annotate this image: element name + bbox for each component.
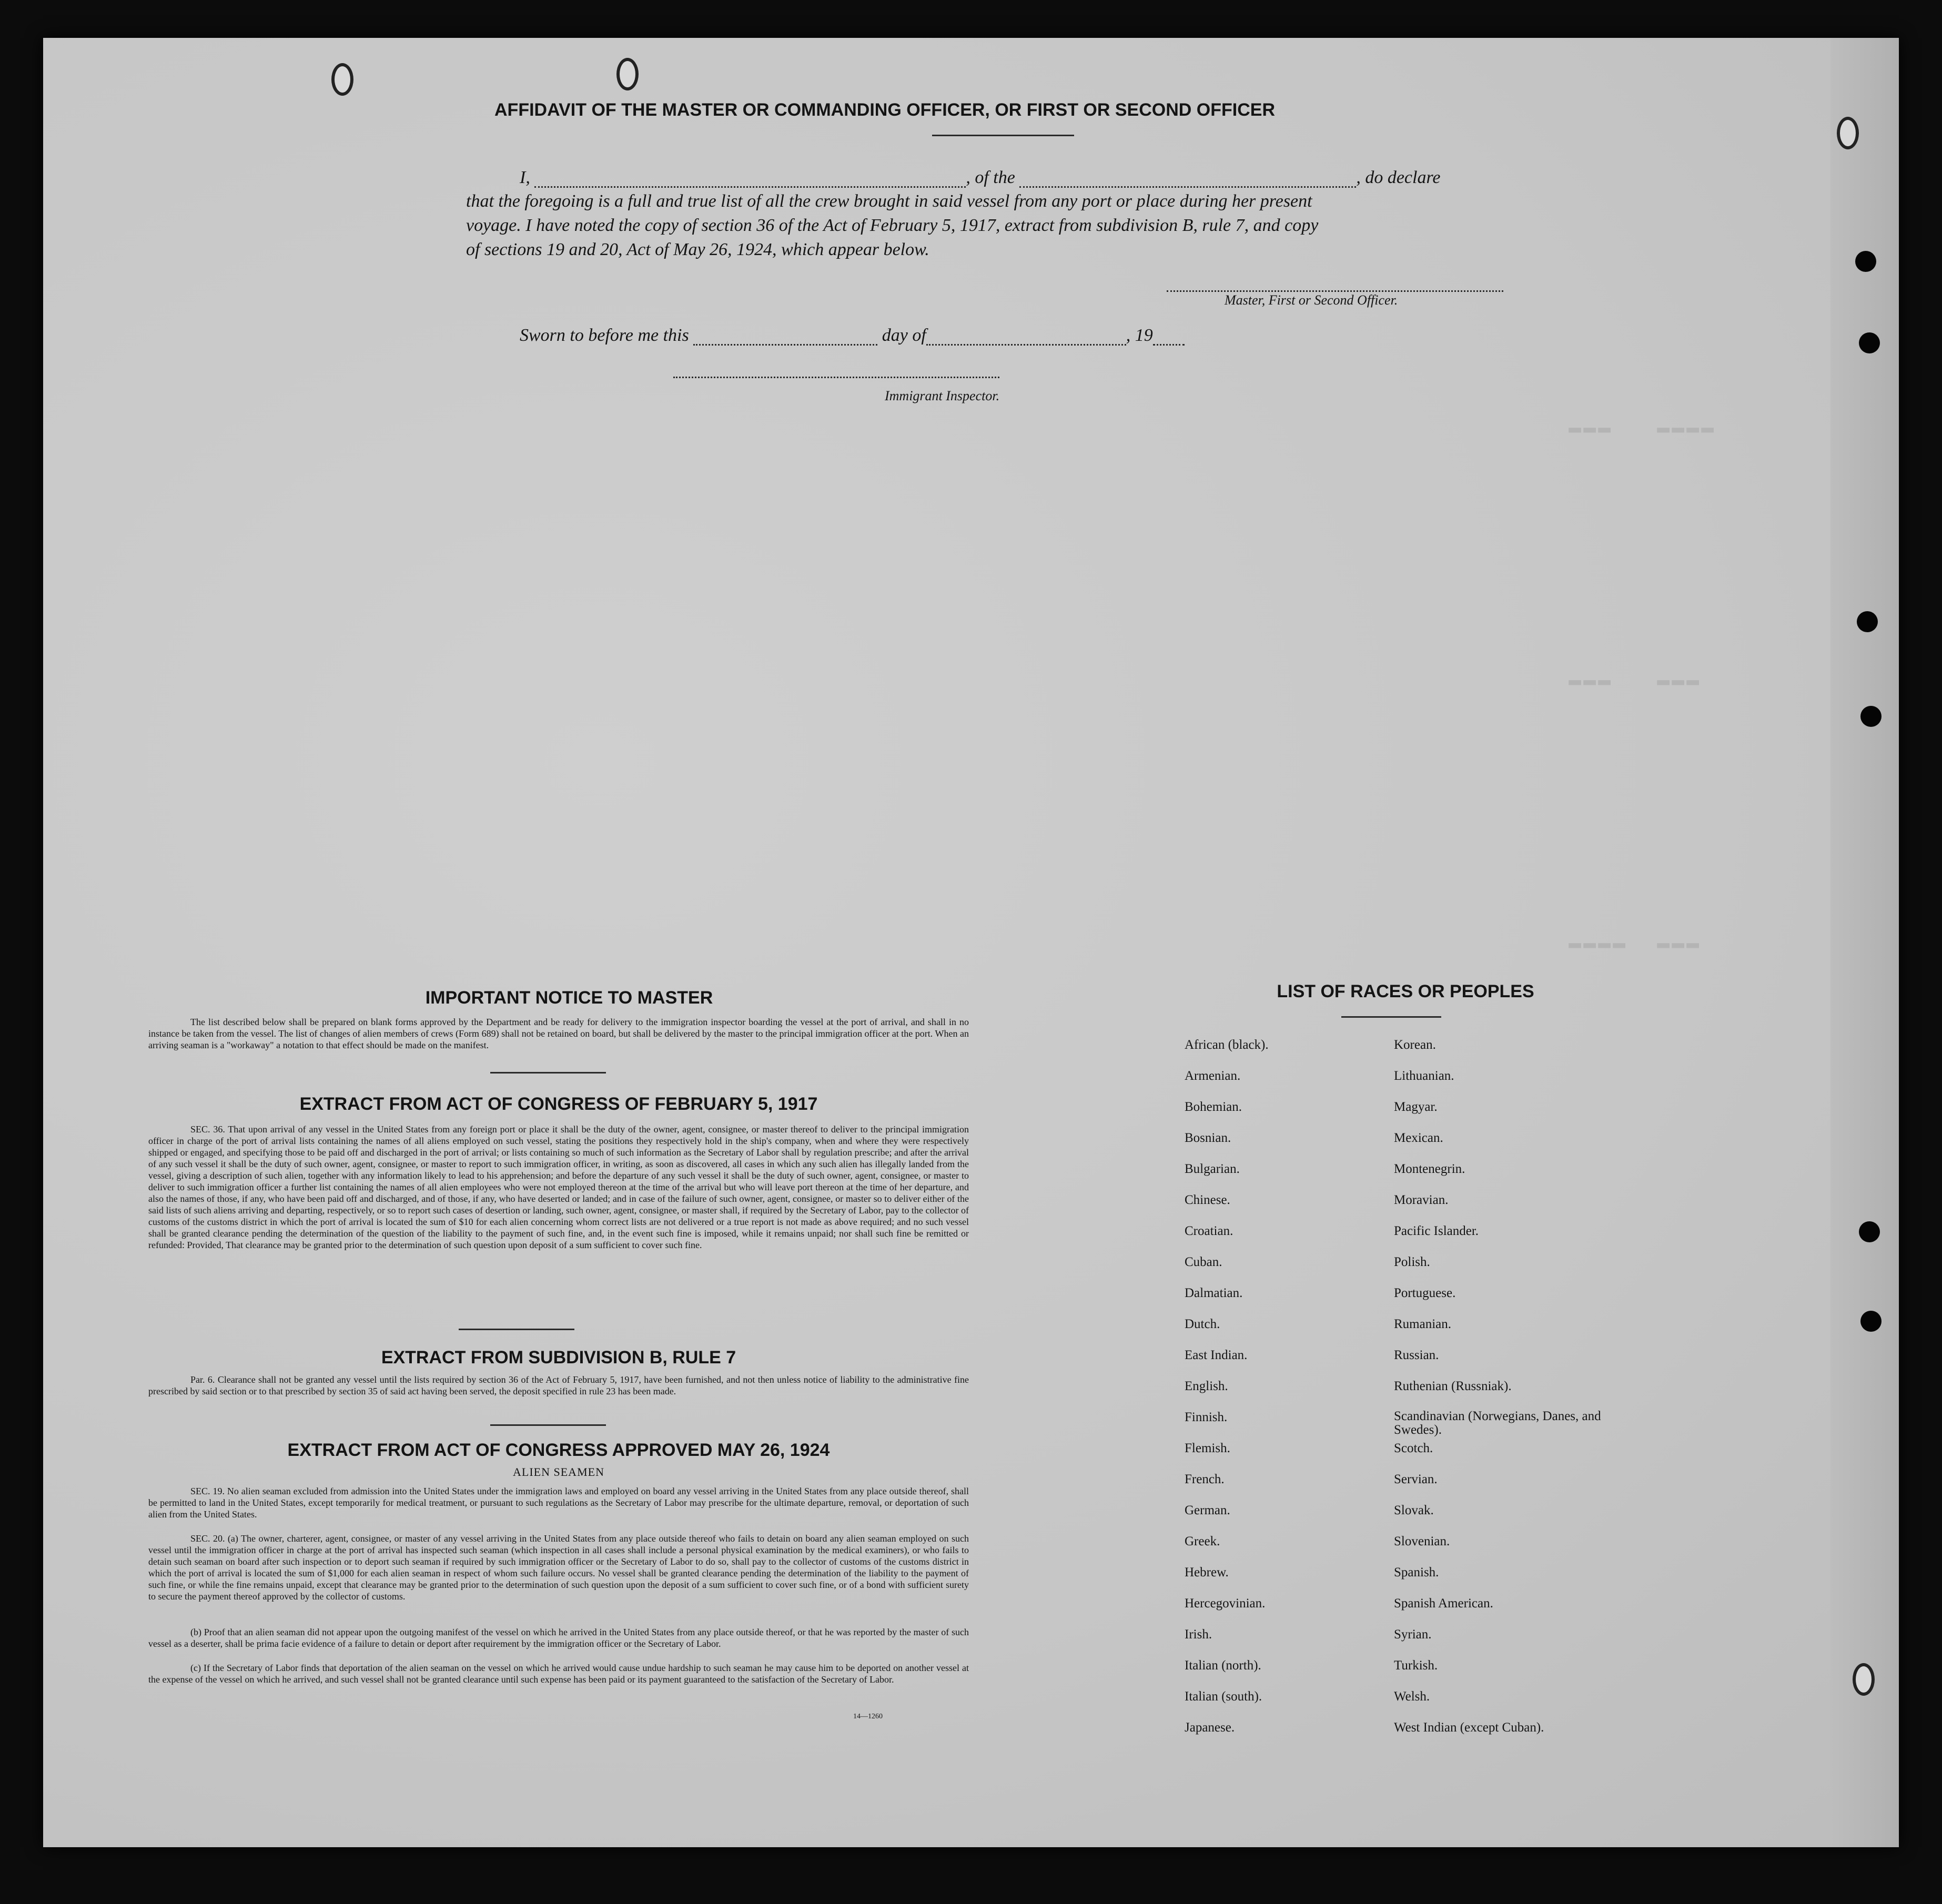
affidavit-title: AFFIDAVIT OF THE MASTER OR COMMANDING OFFICER, OR FIRST OR SECOND OFFICER [494, 100, 1275, 120]
race-item: French. [1185, 1472, 1225, 1486]
extract-rule7-body: Par. 6. Clearance shall not be granted any vessel until the lists required by section 36 of the Act of February 5, 1917, have been furnished, and not then unless notice of liability to the administrative fine prescribed by said section or to that prescribed by section 35 of said act having been served, the deposit specified in rule 23 has been made. [148, 1374, 969, 1396]
race-item: Servian. [1394, 1472, 1438, 1486]
declaration-line-4: of sections 19 and 20, Act of May 26, 1924, which appear below. [466, 240, 929, 259]
sworn-month-field[interactable] [926, 325, 1126, 346]
bleed-through: ▬▬▬ ▬▬▬ [1569, 669, 1702, 693]
section-rule [490, 1072, 606, 1073]
section-rule [459, 1329, 574, 1330]
bleed-through: ▬▬▬ ▬▬▬▬ [1569, 417, 1716, 440]
race-item: Welsh. [1394, 1689, 1430, 1704]
race-item: German. [1185, 1503, 1230, 1517]
binder-hole [616, 58, 639, 90]
race-item: Mexican. [1394, 1131, 1443, 1145]
extract-1917-title: EXTRACT FROM ACT OF CONGRESS OF FEBRUARY 5, 1917 [299, 1094, 818, 1114]
binder-hole [1853, 1663, 1875, 1696]
race-item: Irish. [1185, 1627, 1212, 1642]
bleed-through: ▬▬▬▬ ▬▬▬ [1569, 932, 1702, 956]
extract-1924-subtitle: ALIEN SEAMEN [513, 1465, 604, 1478]
day-of-label: day of [882, 326, 926, 345]
punch-hole [1855, 251, 1876, 272]
punch-hole [1860, 1311, 1882, 1332]
inspector-label: Immigrant Inspector. [885, 388, 1000, 403]
race-item: African (black). [1185, 1038, 1269, 1052]
punch-hole [1857, 611, 1878, 632]
binder-hole [1837, 117, 1859, 149]
form-number: 14—1260 [853, 1713, 883, 1720]
race-item: Japanese. [1185, 1720, 1235, 1735]
extract-1917-body: SEC. 36. That upon arrival of any vessel in the United States from any foreign port or place it shall be the duty of the owner, agent, consignee, or master thereof to deliver to the principal immigration officer in charge of the port of arrival lists containing the names of all aliens employed on such vessel, stating the positions they respectively hold in the ship's company, when and where they were respectively shipped or engaged, and specifying those to be paid off and discharged in the port of arrival; or lists containing so much of such information as the Secretary of Labor shall by regulation prescribe; and after the arrival of any such vessel it shall be the duty of such owner, agent, consignee, or master to report to such immigration officer, in writing, as soon as discovered, all cases in which any such alien has illegally landed from the vessel, giving a description of such alien, together with any information likely to lead to his apprehension; and before the departure of any such vessel it shall be the duty of such owner, agent, consignee, or master to deliver to such immigration officer a further list containing the names of all alien employees who were not employed thereon at the time of the arrival but who will leave port thereon at the time of her departure, and also the names of those, if any, who have been paid off and discharged, and of those, if any, who have deserted or landed; and in case of the failure of such owner, agent, consignee, or master so to deliver either of the said lists of such aliens arriving and departing, respectively, or so to report such cases of desertion or landing, such owner, agent, consignee, or master shall, if required by the Secretary of Labor, pay to the collector of customs of the customs district in which the port of arrival is located the sum of $10 for each alien concerning whom correct lists are not delivered or a true report is not made as above required; and no such vessel shall be granted clearance pending the determination of the question of the liability to the payment of such fine, and, in the event such fine is imposed, while it remains unpaid; nor shall such fine be remitted or refunded: Provided, That clearance may be granted prior to the determination of such question upon deposit of a sum sufficient to cover such fine. [148, 1124, 969, 1250]
race-item: Moravian. [1394, 1193, 1449, 1207]
race-item: Italian (north). [1185, 1658, 1261, 1673]
sec19-body: SEC. 19. No alien seaman excluded from admission into the United States under the immigration laws and employed on board any vessel arriving in the United States from any place outside thereof, shall be permitted to land in the United States, except temporarily for medical treatment, or pursuant to such regulations as the Secretary of Labor may prescribe for the ultimate departure, removal, or deportation of such alien from the United States. [148, 1486, 969, 1520]
do-declare-label: , do declare [1356, 168, 1441, 187]
race-item: Scotch. [1394, 1441, 1433, 1455]
races-left-column [1185, 1037, 1269, 1751]
race-item: Cuban. [1185, 1255, 1222, 1269]
punch-hole [1860, 706, 1882, 727]
races-title: LIST OF RACES OR PEOPLES [1277, 981, 1534, 1001]
race-item: Polish. [1394, 1255, 1430, 1269]
race-item: Slovenian. [1394, 1534, 1450, 1548]
race-item: Dutch. [1185, 1317, 1220, 1331]
title-rule [932, 135, 1074, 136]
race-item: West Indian (except Cuban). [1394, 1720, 1544, 1735]
race-item: Flemish. [1185, 1441, 1230, 1455]
race-item: Finnish. [1185, 1410, 1228, 1424]
sworn-label: Sworn to before me this [520, 326, 689, 345]
race-item: Spanish American. [1394, 1596, 1493, 1611]
race-item: Syrian. [1394, 1627, 1432, 1642]
i-label: I, [520, 168, 530, 187]
race-item: Magyar. [1394, 1100, 1438, 1114]
race-item: Pacific Islander. [1394, 1224, 1479, 1238]
race-item: Croatian. [1185, 1224, 1233, 1238]
name-field[interactable] [534, 167, 966, 188]
extract-rule7-title: EXTRACT FROM SUBDIVISION B, RULE 7 [381, 1348, 736, 1368]
notice-body: The list described below shall be prepared on blank forms approved by the Department and be ready for delivery to the immigration inspector boarding the vessel at the port of arrival, and shall in no instance be taken from the vessel. The list of changes of alien members of crews (Form 689) shall not be retained on board, but shall be delivered by the master to the principal immigration officer at the port. When an arriving seaman is a "workaway" a notation to that effect should be made on the manifest. [148, 1017, 969, 1050]
race-item: East Indian. [1185, 1348, 1248, 1362]
declaration-line-1 [520, 167, 1572, 188]
races-right-column [1394, 1037, 1604, 1751]
race-item: Ruthenian (Russniak). [1394, 1379, 1512, 1393]
race-item: Turkish. [1394, 1658, 1438, 1673]
extract-1924-title: EXTRACT FROM ACT OF CONGRESS APPROVED MAY 26, 1924 [287, 1440, 830, 1460]
race-item: Bohemian. [1185, 1100, 1242, 1114]
punch-hole [1859, 1221, 1880, 1242]
race-item: Scandinavian (Norwegians, Danes, and Swedes). [1394, 1409, 1601, 1437]
master-signature-label: Master, First or Second Officer. [1225, 292, 1398, 308]
of-the-label: , of the [966, 168, 1015, 187]
race-item: Russian. [1394, 1348, 1439, 1362]
sworn-line [520, 325, 1185, 346]
race-item: Greek. [1185, 1534, 1220, 1548]
declaration-line-3: voyage. I have noted the copy of section 36 of the Act of February 5, 1917, extract from subdivision B, rule 7, and copy [466, 216, 1319, 235]
race-item: Rumanian. [1394, 1317, 1452, 1331]
declaration-line-2: that the foregoing is a full and true list of all the crew brought in said vessel from any port or place during her present [466, 191, 1312, 211]
master-signature-line[interactable] [1167, 290, 1503, 292]
binder-hole [331, 63, 353, 96]
race-item: Chinese. [1185, 1193, 1230, 1207]
sec20c-body: (c) If the Secretary of Labor finds that deportation of the alien seaman on the vessel on which he arrived would cause undue hardship to such seaman he may cause him to be deported on another vessel at the expense of the vessel on which he arrived, and such vessel shall not be granted clearance until such expense has been paid or its payment guaranteed to the satisfaction of the Secretary of Labor. [148, 1663, 969, 1685]
year-label: , 19 [1126, 326, 1153, 345]
race-item: Hebrew. [1185, 1565, 1229, 1579]
punch-hole [1859, 332, 1880, 353]
sworn-day-field[interactable] [693, 325, 877, 346]
document-sheet [43, 38, 1899, 1847]
race-item: Korean. [1394, 1038, 1436, 1052]
sec20b-body: (b) Proof that an alien seaman did not appear upon the outgoing manifest of the vessel on which he arrived in the United States from any place outside thereof, or that he was reported by the master of such vessel as a deserter, shall be prima facie evidence of a failure to detain or deport after requirement by the immigration officer or the Secretary of Labor. [148, 1627, 969, 1649]
race-item: Dalmatian. [1185, 1286, 1243, 1300]
races-rule [1341, 1016, 1441, 1018]
race-item: Montenegrin. [1394, 1162, 1465, 1176]
race-item: Spanish. [1394, 1565, 1439, 1579]
sworn-year-field[interactable] [1153, 325, 1185, 346]
race-item: Bosnian. [1185, 1131, 1231, 1145]
race-item: Hercegovinian. [1185, 1596, 1266, 1611]
race-item: Lithuanian. [1394, 1069, 1454, 1083]
page-edge [1830, 38, 1899, 1847]
notice-title: IMPORTANT NOTICE TO MASTER [425, 988, 713, 1008]
race-item: Slovak. [1394, 1503, 1434, 1517]
race-item: English. [1185, 1379, 1228, 1393]
race-item: Portuguese. [1394, 1286, 1456, 1300]
vessel-field[interactable] [1019, 167, 1356, 188]
sec20a-body: SEC. 20. (a) The owner, charterer, agent, consignee, or master of any vessel arriving in the United States from any place outside thereof who fails to detain on board any alien seaman employed on such vessel until the immigration officer in charge at the port of arrival has inspected such seaman (which inspection in all cases shall include a personal physical examination by the medical examiners), or who fails to detain such seaman on board after such inspection or to deport such seaman if required by such immigration officer or the Secretary of Labor to do so, shall pay to the collector of customs of the customs district in which the port of arrival is located the sum of $1,000 for each alien seaman in respect of whom such failure occurs. No vessel shall be granted clearance pending the determination of the liability to the payment of such fine, or while the fine remains unpaid, except that clearance may be granted prior to the determination of such question upon the deposit of a sum sufficient to cover such fine, or of a bond with sufficient surety to secure the payment thereof approved by the collector of customs. [148, 1533, 969, 1602]
race-item: Italian (south). [1185, 1689, 1262, 1704]
race-item: Armenian. [1185, 1069, 1241, 1083]
section-rule [490, 1424, 606, 1426]
inspector-signature-line[interactable] [673, 377, 999, 378]
race-item: Bulgarian. [1185, 1162, 1240, 1176]
